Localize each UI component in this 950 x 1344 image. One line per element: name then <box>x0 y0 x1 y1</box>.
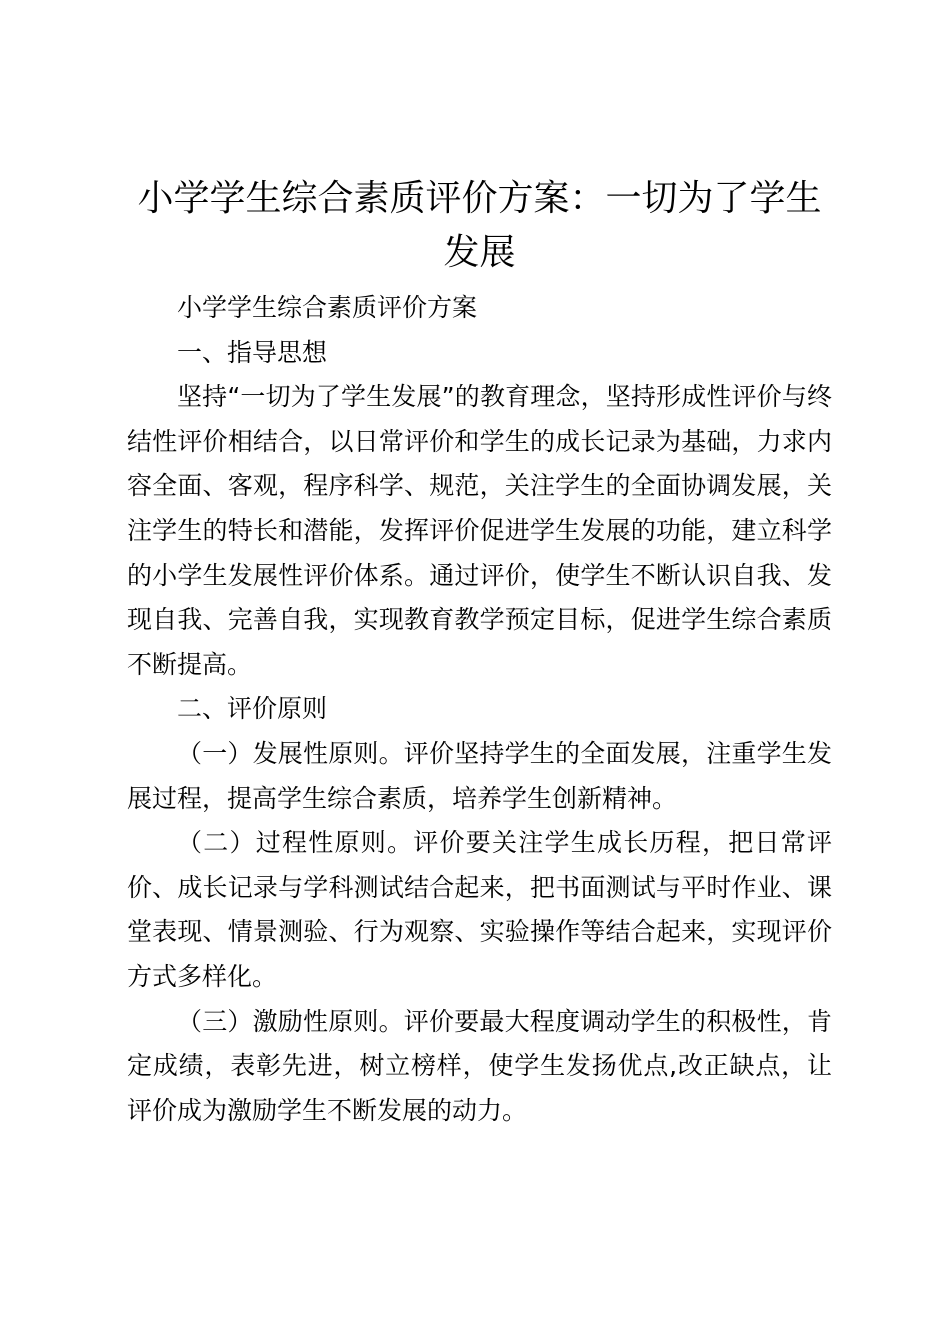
document-title: 小学学生综合素质评价方案：一切为了学生发展 <box>137 178 822 273</box>
body-paragraph-development-principle: （一）发展性原则。评价坚持学生的全面发展，注重学生发展过程，提高学生综合素质，培养学生创新精神。 <box>127 738 832 813</box>
body-paragraph-incentive-principle: （三）激励性原则。评价要最大程度调动学生的积极性，肯定成绩，表彰先进，树立榜样，使学生发扬优点,改正缺点，让评价成为激励学生不断发展的动力。 <box>127 1006 832 1125</box>
body-paragraph-process-principle: （二）过程性原则。评价要关注学生成长历程，把日常评价、成长记录与学科测试结合起来，把书面测试与平时作业、课堂表现、情景测验、行为观察、实验操作等结合起来，实现评价方式多样化。 <box>127 828 832 991</box>
section-heading-evaluation-principles: 二、评价原则 <box>177 694 328 724</box>
section-heading-guiding-thought: 一、指导思想 <box>177 337 328 367</box>
body-paragraph-guiding-thought: 坚持“一切为了学生发展”的教育理念，坚持形成性评价与终结性评价相结合，以日常评价和学生的成长记录为基础，力求内容全面、客观，程序科学、规范，关注学生的全面协调发展，关注学生的特长和潜能，发挥评价促进学生发展的功能，建立科学的小学生发展性评价体系。通过评价，使学生不断认识自我、发现自我、完善自我，实现教育教学预定目标，促进学生综合素质不断提高。 <box>127 382 832 679</box>
subtitle-paragraph: 小学学生综合素质评价方案 <box>177 293 478 322</box>
document-page <box>127 172 832 1133</box>
